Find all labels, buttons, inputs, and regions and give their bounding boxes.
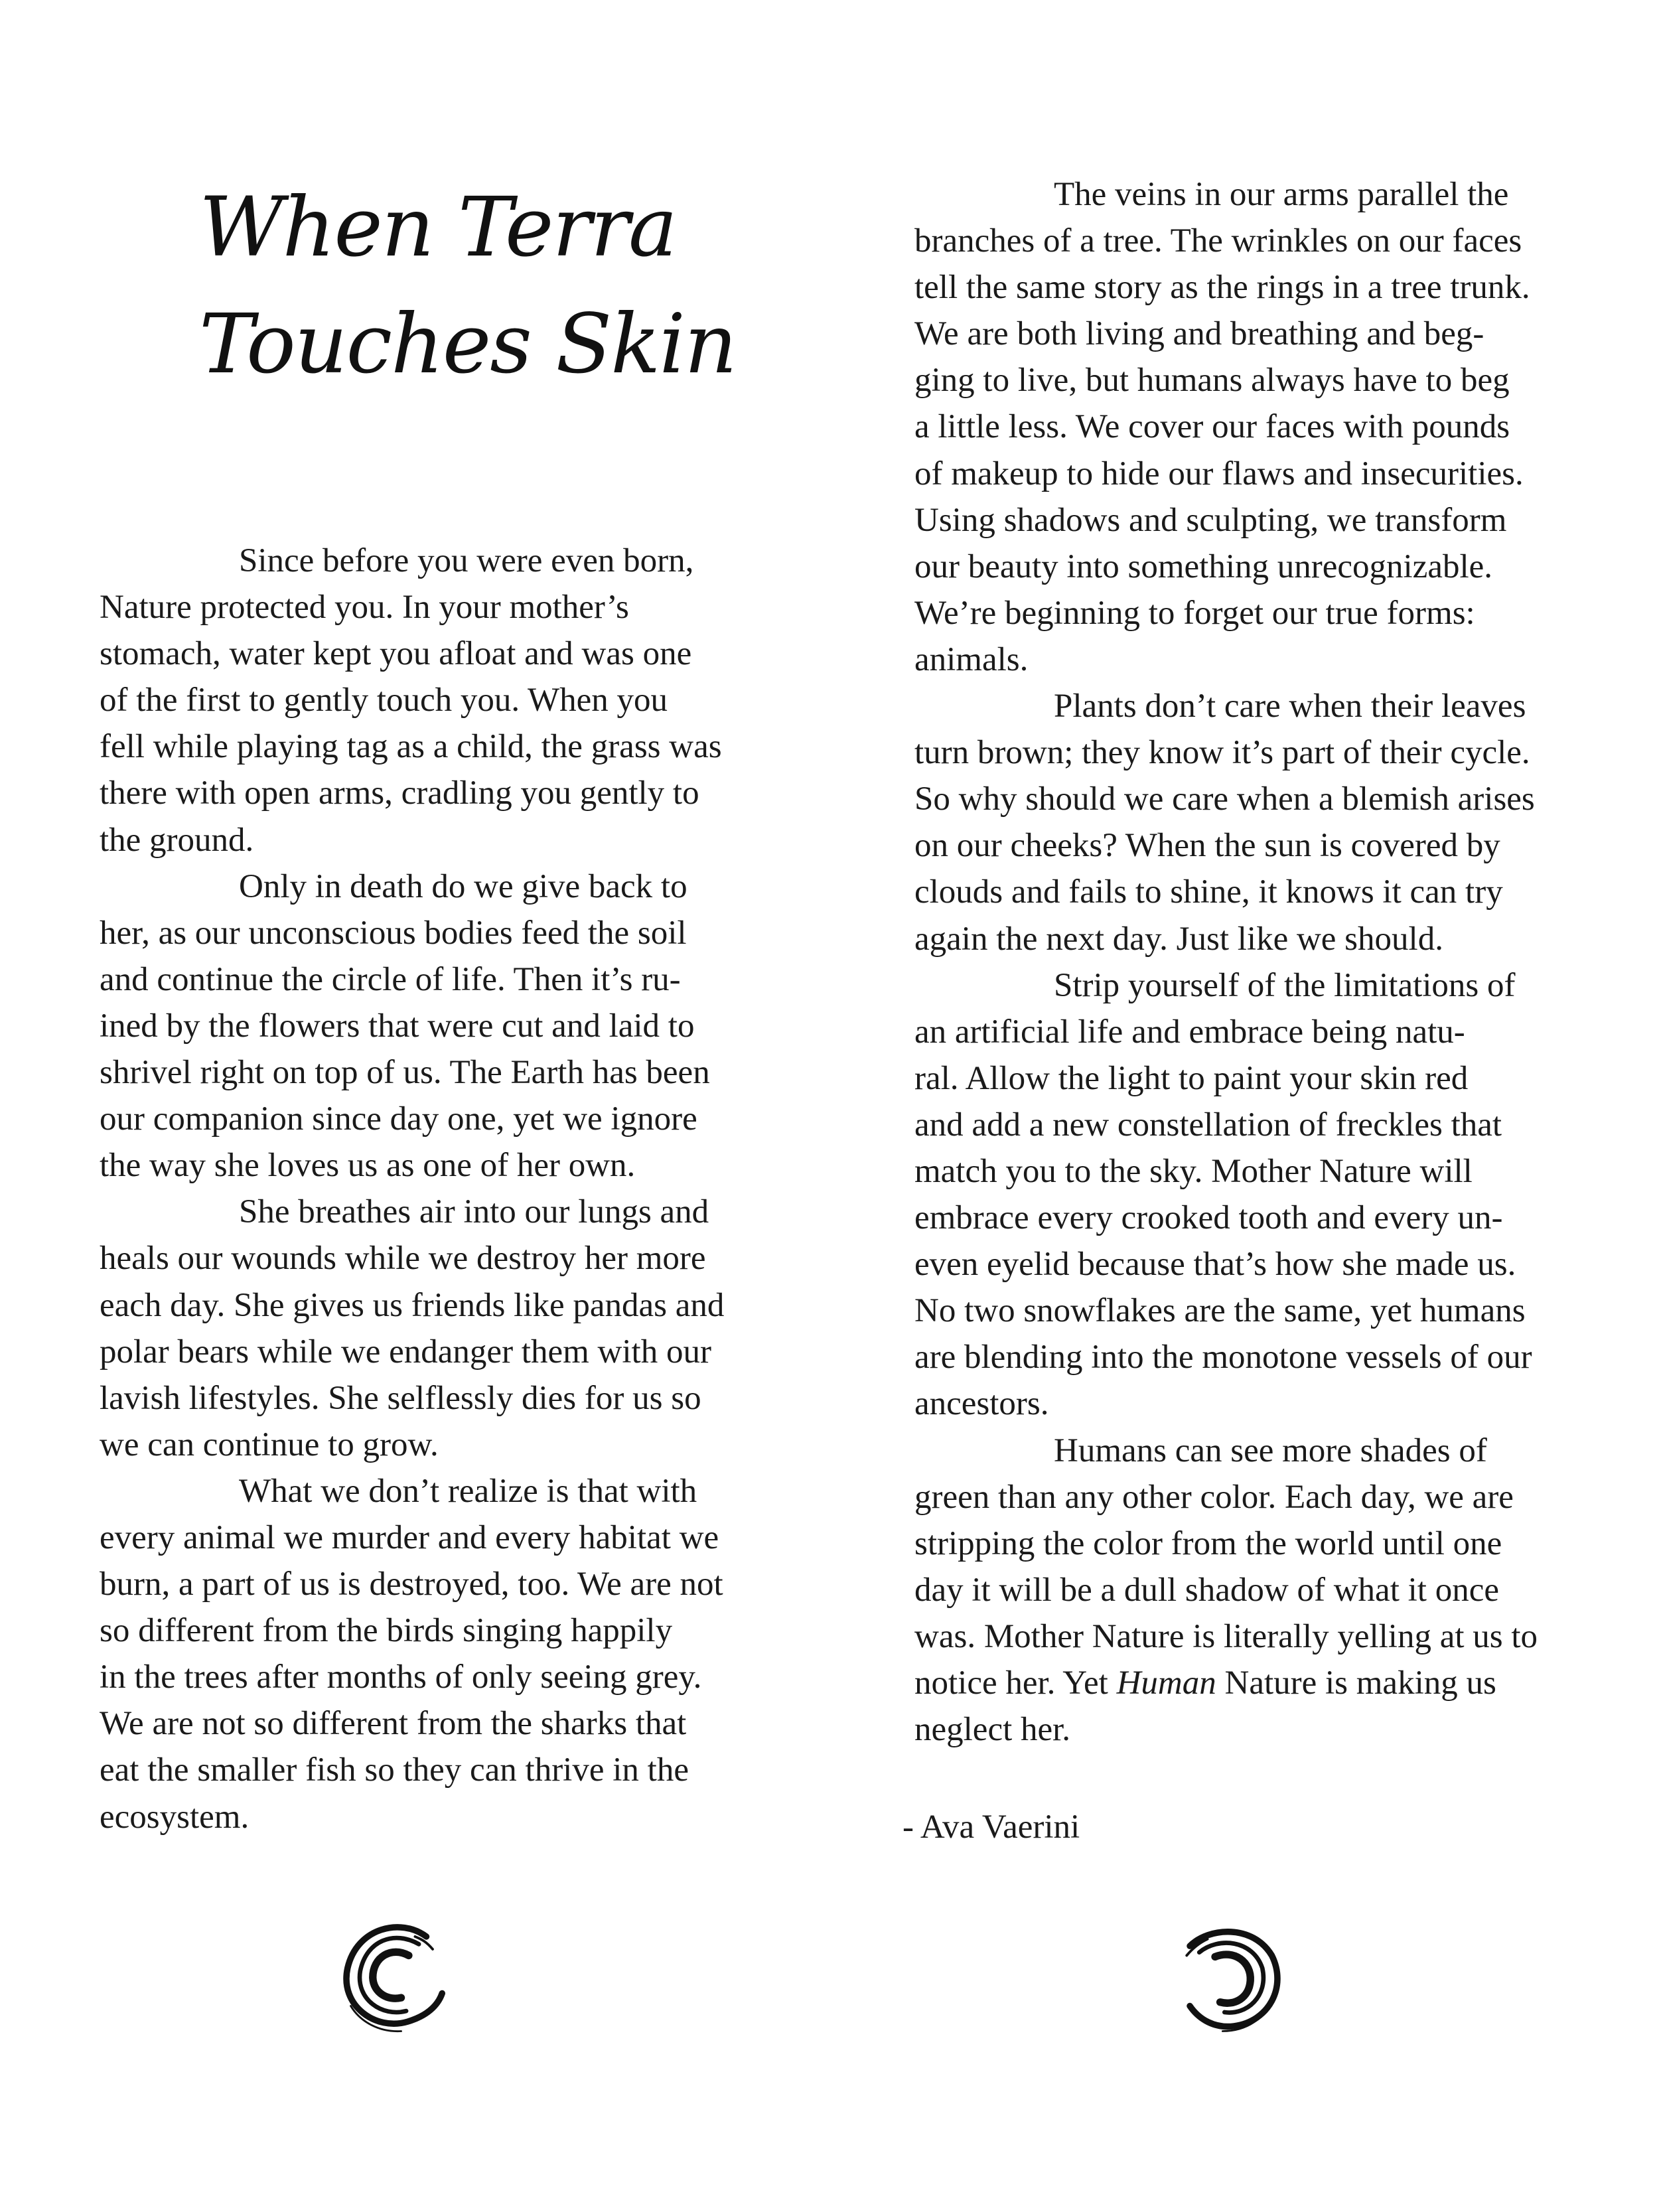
text-line: So why should we care when a blemish arises (914, 780, 1535, 818)
text-line: We are not so different from the sharks that (100, 1705, 687, 1743)
text-line: burn, a part of us is destroyed, too. We are not (100, 1566, 723, 1603)
text-line: we can continue to grow. (100, 1426, 439, 1463)
text-line: Plants don’t care when their leaves (1054, 688, 1526, 725)
text-fragment: notice her. Yet (914, 1664, 1117, 1702)
text-line: and add a new constellation of freckles that (914, 1106, 1502, 1143)
text-line: again the next day. Just like we should. (914, 920, 1443, 958)
text-line: our beauty into something unrecognizable. (914, 548, 1493, 585)
text-line: Strip yourself of the limitations of (1054, 966, 1516, 1004)
author-signature: - Ava Vaerini (902, 1808, 1080, 1846)
text-line: her, as our unconscious bodies feed the soil (100, 914, 687, 952)
text-line: shrivel right on top of us. The Earth has been (100, 1054, 710, 1092)
text-line: match you to the sky. Mother Nature will (914, 1152, 1473, 1190)
title-line-1: When Terra (199, 180, 676, 275)
text-line: polar bears while we endanger them with our (100, 1333, 711, 1370)
text-line: Humans can see more shades of (1054, 1432, 1487, 1469)
text-line: heals our wounds while we destroy her more (100, 1240, 706, 1278)
text-line: ral. Allow the light to paint your skin red (914, 1059, 1469, 1097)
text-line: so different from the birds singing happily (100, 1612, 673, 1650)
text-line: every animal we murder and every habitat we (100, 1518, 719, 1556)
text-line: fell while playing tag as a child, the grass was (100, 728, 722, 766)
text-line: green than any other color. Each day, we are (914, 1478, 1514, 1516)
text-fragment: Nature is making us (1216, 1664, 1496, 1702)
text-line: We are both living and breathing and beg- (914, 315, 1484, 353)
text-line: She breathes air into our lungs and (239, 1193, 709, 1231)
text-line: clouds and fails to shine, it knows it can try (914, 873, 1503, 911)
text-line: lavish lifestyles. She selflessly dies for us so (100, 1379, 701, 1417)
text-line: an artificial life and embrace being natu- (914, 1013, 1465, 1051)
text-line: in the trees after months of only seeing grey. (100, 1659, 702, 1696)
text-line: of makeup to hide our flaws and insecurities. (914, 455, 1524, 492)
text-line: Since before you were even born, (239, 542, 694, 579)
text-line: tell the same story as the rings in a tree trunk. (914, 269, 1530, 307)
text-line: are blending into the monotone vessels of our (914, 1339, 1532, 1376)
text-line: What we don’t realize is that with (239, 1472, 697, 1510)
brush-swirl-icon (1165, 1911, 1291, 2037)
text-line: eat the smaller fish so they can thrive in the (100, 1751, 689, 1789)
text-line: of the first to gently touch you. When you (100, 682, 668, 719)
text-line: the ground. (100, 821, 254, 859)
text-line: a little less. We cover our faces with pounds (914, 408, 1510, 446)
title-line-2: Touches Skin (199, 297, 736, 392)
text-line: on our cheeks? When the sun is covered by (914, 827, 1500, 865)
text-line: even eyelid because that’s how she made us. (914, 1246, 1516, 1284)
text-line: The veins in our arms parallel the (1054, 176, 1509, 213)
text-line: and continue the circle of life. Then it’s ru- (100, 960, 681, 998)
text-line (914, 1660, 1585, 1706)
text-line: No two snowflakes are the same, yet humans (914, 1292, 1526, 1330)
text-line: stomach, water kept you afloat and was one (100, 635, 692, 673)
text-line: day it will be a dull shadow of what it once (914, 1571, 1499, 1609)
brush-swirl-icon (332, 1911, 458, 2037)
text-line: branches of a tree. The wrinkles on our faces (914, 222, 1522, 260)
text-line: turn brown; they know it’s part of their cycle. (914, 734, 1530, 772)
left-column (100, 538, 770, 1840)
text-line: animals. (914, 640, 1029, 678)
text-line: embrace every crooked tooth and every un- (914, 1199, 1503, 1237)
right-column (914, 171, 1585, 1753)
text-line: neglect her. (914, 1711, 1071, 1749)
text-line: our companion since day one, yet we ignore (100, 1100, 697, 1138)
text-line: Nature protected you. In your mother’s (100, 589, 629, 627)
article-title (199, 169, 770, 403)
text-line: there with open arms, cradling you gently to (100, 774, 699, 812)
text-line: Using shadows and sculpting, we transform (914, 501, 1507, 539)
text-line: ancestors. (914, 1385, 1049, 1423)
text-line: Only in death do we give back to (239, 867, 687, 905)
text-line: was. Mother Nature is literally yelling at us to (914, 1617, 1538, 1655)
text-line: the way she loves us as one of her own. (100, 1147, 636, 1185)
text-line: ined by the flowers that were cut and laid to (100, 1007, 695, 1045)
text-line: We’re beginning to forget our true forms: (914, 594, 1475, 632)
emphasized-word: Human (1116, 1664, 1216, 1702)
text-line: stripping the color from the world until one (914, 1524, 1502, 1562)
text-line: ecosystem. (100, 1798, 250, 1836)
text-line: each day. She gives us friends like pandas and (100, 1286, 725, 1324)
text-line: ging to live, but humans always have to beg (914, 362, 1510, 400)
